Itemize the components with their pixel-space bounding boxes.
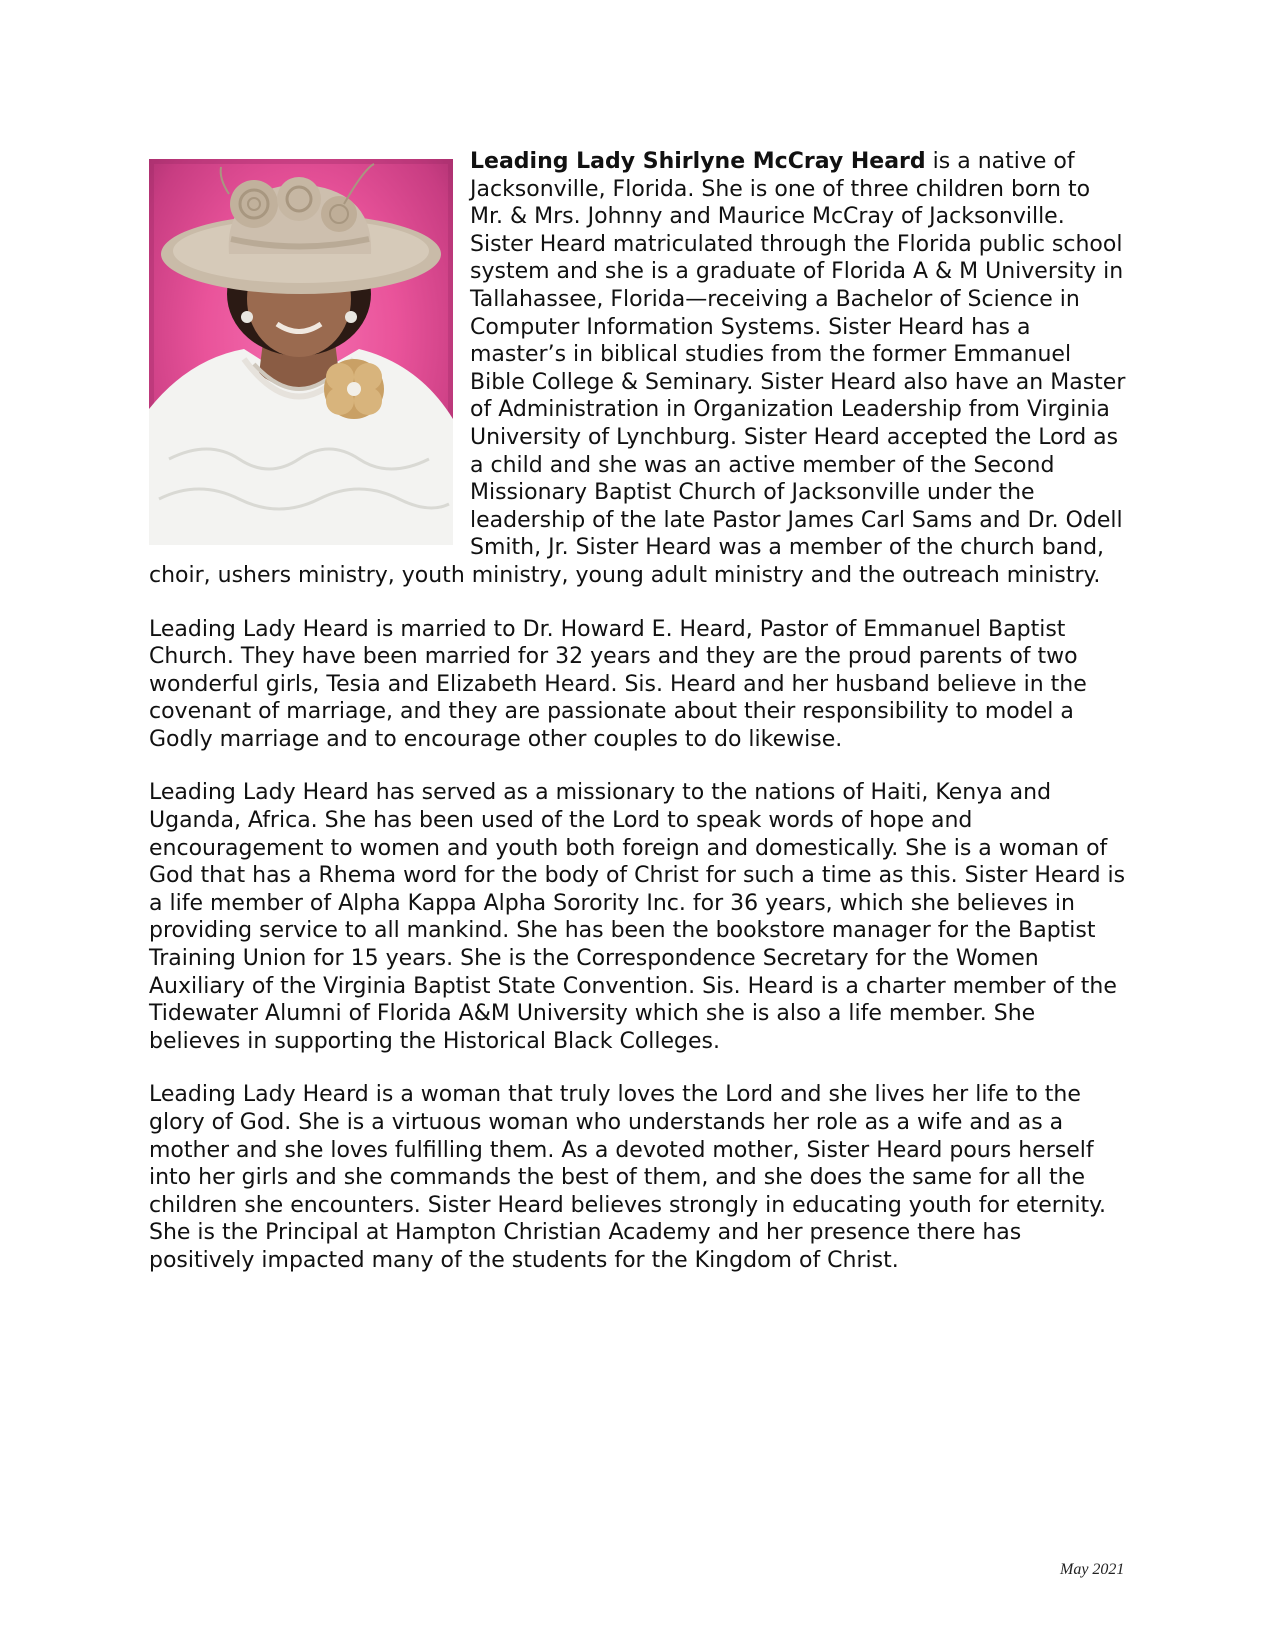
bio-page [149, 148, 1129, 1275]
bio-name: Leading Lady Shirlyne McCray Heard [470, 149, 926, 174]
bio-paragraph-2: Leading Lady Heard is married to Dr. Howard E. Heard, Pastor of Emmanuel Baptist Church. They have been married for 32 years and they are the proud parents of two wonderful girls, Tesia and Elizabeth Heard. Sis. Heard and her husband believe in the covenant of marriage, and they are passionate about their responsibility to model a Godly marriage and to encourage other couples to do likewise. [149, 616, 1087, 752]
portrait-photo [149, 159, 453, 545]
bio-paragraph-3: Leading Lady Heard has served as a missionary to the nations of Haiti, Kenya and Uganda, Africa. She has been used of the Lord to speak words of hope and encouragement to women and youth both foreign and domestically. She is a woman of God that has a Rhema word for the body of Christ for such a time as this. Sister Heard is a life member of Alpha Kappa Alpha Sorority Inc. for 36 years, which she believes in providing service to all mankind. She has been the bookstore manager for the Baptist Training Union for 15 years. She is the Correspondence Secretary for the Women Auxiliary of the Virginia Baptist State Convention. Sis. Heard is a charter member of the Tidewater Alumni of Florida A&M University which she is also a life member. She believes in supporting the Historical Black Colleges. [149, 780, 1126, 1054]
portrait-illustration [149, 159, 453, 545]
footer-date: May 2021 [1060, 1561, 1125, 1578]
bio-paragraph-4: Leading Lady Heard is a woman that truly loves the Lord and she lives her life to the glory of God. She is a virtuous woman who understands her role as a wife and as a mother and she loves fulfilling them. As a devoted mother, Sister Heard pours herself into her girls and she commands the best of them, and she does the same for all the children she encounters. Sister Heard believes strongly in educating youth for eternity. She is the Principal at Hampton Christian Academy and her presence there has positively impacted many of the students for the Kingdom of Christ. [149, 1082, 1106, 1273]
bio-paragraph-1-text: is a native of Jacksonville, Florida. She is one of three children born to Mr. & Mrs. Johnny and Maurice McCray of Jacksonville. Sister Heard matriculated through the Florida public school system and she is a graduate of Florida A & M University in Tallahassee, Florida—receiving a Bachelor of Science in Computer Information Systems. Sister Heard has a master’s in biblical studies from the former Emmanuel Bible College & Seminary. Sister Heard also have an Master of Administration in Organization Leadership from Virginia University of Lynchburg. Sister Heard accepted the Lord as a child and she was an active member of the Second Missionary Baptist Church of Jacksonville under the leadership of the late Pastor James Carl Sams and Dr. Odell Smith, Jr. Sister Heard was a member of the church band, choir, ushers ministry, youth ministry, young adult ministry and the outreach ministry. [149, 149, 1126, 588]
